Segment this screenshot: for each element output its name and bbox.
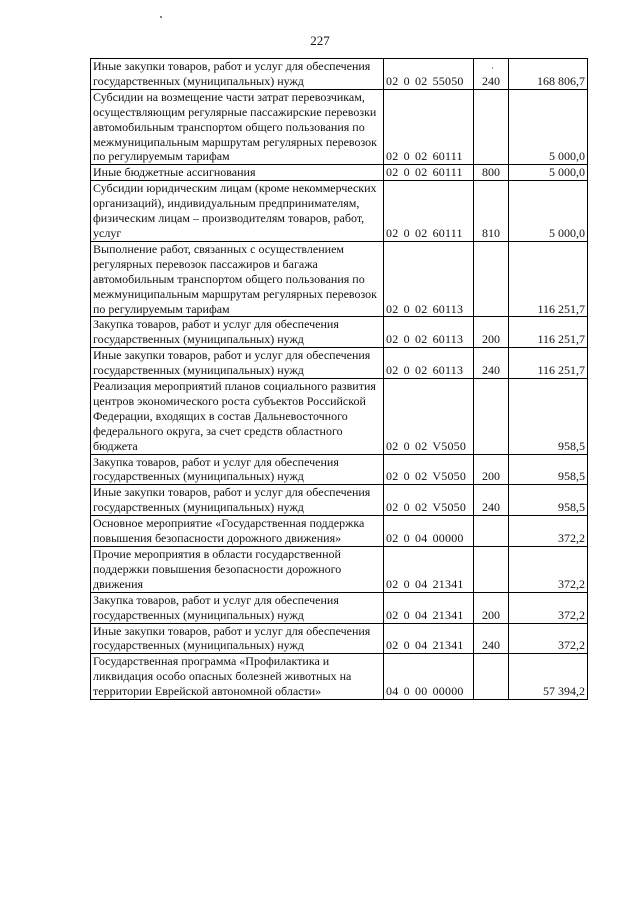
row-name-cell: Закупка товаров, работ и услуг для обеспечения государственных (муниципальных) нужд — [91, 592, 384, 623]
row-amount-cell: 116 251,7 — [509, 348, 588, 379]
table-row — [91, 59, 588, 90]
row-name-cell: Иные закупки товаров, работ и услуг для обеспечения государственных (муниципальных) нужд — [91, 623, 384, 654]
table-row — [91, 165, 588, 181]
table-row — [91, 547, 588, 593]
row-expense-type-cell — [474, 379, 509, 455]
page-number: 227 — [310, 33, 330, 48]
row-amount-cell: 116 251,7 — [509, 241, 588, 317]
table-row — [91, 592, 588, 623]
row-name-cell: Выполнение работ, связанных с осуществлением регулярных перевозок пассажиров и багажа автомобильным транспортом общего пользования по межмуниципальным маршрутам регулярных перевозок по регулируемым тарифам — [91, 241, 384, 317]
row-name-cell: Прочие мероприятия в области государственной поддержки повышения безопасности дорожного движения — [91, 547, 384, 593]
row-amount-cell: 372,2 — [509, 592, 588, 623]
row-expense-type-cell — [474, 89, 509, 165]
row-name-cell: Иные закупки товаров, работ и услуг для обеспечения государственных (муниципальных) нужд — [91, 59, 384, 90]
row-amount-cell: 5 000,0 — [509, 165, 588, 181]
row-expense-type-cell — [474, 241, 509, 317]
row-name-cell: Иные закупки товаров, работ и услуг для обеспечения государственных (муниципальных) нужд — [91, 485, 384, 516]
table-row — [91, 181, 588, 242]
row-amount-cell: 5 000,0 — [509, 89, 588, 165]
table-row — [91, 454, 588, 485]
row-expense-type-cell: 240 — [474, 623, 509, 654]
row-expense-type-cell: 800 — [474, 165, 509, 181]
row-amount-cell: 958,5 — [509, 454, 588, 485]
budget-table-body — [91, 59, 588, 700]
budget-table — [90, 58, 588, 700]
row-expense-type-cell: 200 — [474, 454, 509, 485]
row-code-cell: 02 0 02 V5050 — [384, 379, 474, 455]
table-row — [91, 485, 588, 516]
row-code-cell: 02 0 02 55050 — [384, 59, 474, 90]
table-row — [91, 516, 588, 547]
row-expense-type-cell — [474, 547, 509, 593]
row-code-cell: 02 0 02 60113 — [384, 317, 474, 348]
table-row — [91, 241, 588, 317]
row-code-cell: 02 0 04 21341 — [384, 547, 474, 593]
scan-mark: · — [491, 63, 494, 73]
row-code-cell: 02 0 02 V5050 — [384, 454, 474, 485]
row-expense-type-cell — [474, 516, 509, 547]
table-row — [91, 654, 588, 700]
row-amount-cell: 57 394,2 — [509, 654, 588, 700]
row-name-cell: Иные закупки товаров, работ и услуг для обеспечения государственных (муниципальных) нужд — [91, 348, 384, 379]
row-expense-type-cell: 200 — [474, 592, 509, 623]
table-row — [91, 379, 588, 455]
row-code-cell: 02 0 02 60113 — [384, 348, 474, 379]
row-amount-cell: 372,2 — [509, 516, 588, 547]
row-name-cell: Иные бюджетные ассигнования — [91, 165, 384, 181]
scan-speck — [160, 16, 162, 18]
row-name-cell: Закупка товаров, работ и услуг для обеспечения государственных (муниципальных) нужд — [91, 454, 384, 485]
row-amount-cell: 958,5 — [509, 379, 588, 455]
row-amount-cell: 372,2 — [509, 623, 588, 654]
row-name-cell: Субсидии на возмещение части затрат перевозчикам, осуществляющим регулярные пассажирские перевозки автомобильным транспортом общего пользования по межмуниципальным маршрутам регулярных перевозок по регулируемым тарифам — [91, 89, 384, 165]
row-code-cell: 02 0 02 V5050 — [384, 485, 474, 516]
row-amount-cell: 116 251,7 — [509, 317, 588, 348]
row-amount-cell: 958,5 — [509, 485, 588, 516]
table-row — [91, 348, 588, 379]
row-code-cell: 04 0 00 00000 — [384, 654, 474, 700]
row-expense-type-cell: 240 — [474, 348, 509, 379]
row-name-cell: Основное мероприятие «Государственная поддержка повышения безопасности дорожного движения» — [91, 516, 384, 547]
row-name-cell: Закупка товаров, работ и услуг для обеспечения государственных (муниципальных) нужд — [91, 317, 384, 348]
row-name-cell: Государственная программа «Профилактика и ликвидация особо опасных болезней животных на территории Еврейской автономной области» — [91, 654, 384, 700]
row-expense-type-cell: 240 — [474, 485, 509, 516]
row-expense-type-cell: 240 — [474, 59, 509, 90]
row-expense-type-cell — [474, 654, 509, 700]
table-row — [91, 89, 588, 165]
row-expense-type-cell: 200 — [474, 317, 509, 348]
row-name-cell: Субсидии юридическим лицам (кроме некоммерческих организаций), индивидуальным предпринимателям, физическим лицам – производителям товаров, работ, услуг — [91, 181, 384, 242]
row-amount-cell: 5 000,0 — [509, 181, 588, 242]
row-name-cell: Реализация мероприятий планов социального развития центров экономического роста субъектов Российской Федерации, входящих в состав Дальневосточного федерального округа, за счет средств областного бюджета — [91, 379, 384, 455]
table-row — [91, 623, 588, 654]
row-code-cell: 02 0 02 60111 — [384, 165, 474, 181]
row-amount-cell: 372,2 — [509, 547, 588, 593]
row-code-cell: 02 0 04 21341 — [384, 592, 474, 623]
row-code-cell: 02 0 02 60113 — [384, 241, 474, 317]
row-code-cell: 02 0 04 21341 — [384, 623, 474, 654]
row-code-cell: 02 0 02 60111 — [384, 89, 474, 165]
row-amount-cell: 168 806,7 — [509, 59, 588, 90]
row-code-cell: 02 0 04 00000 — [384, 516, 474, 547]
table-row — [91, 317, 588, 348]
row-code-cell: 02 0 02 60111 — [384, 181, 474, 242]
row-expense-type-cell: 810 — [474, 181, 509, 242]
